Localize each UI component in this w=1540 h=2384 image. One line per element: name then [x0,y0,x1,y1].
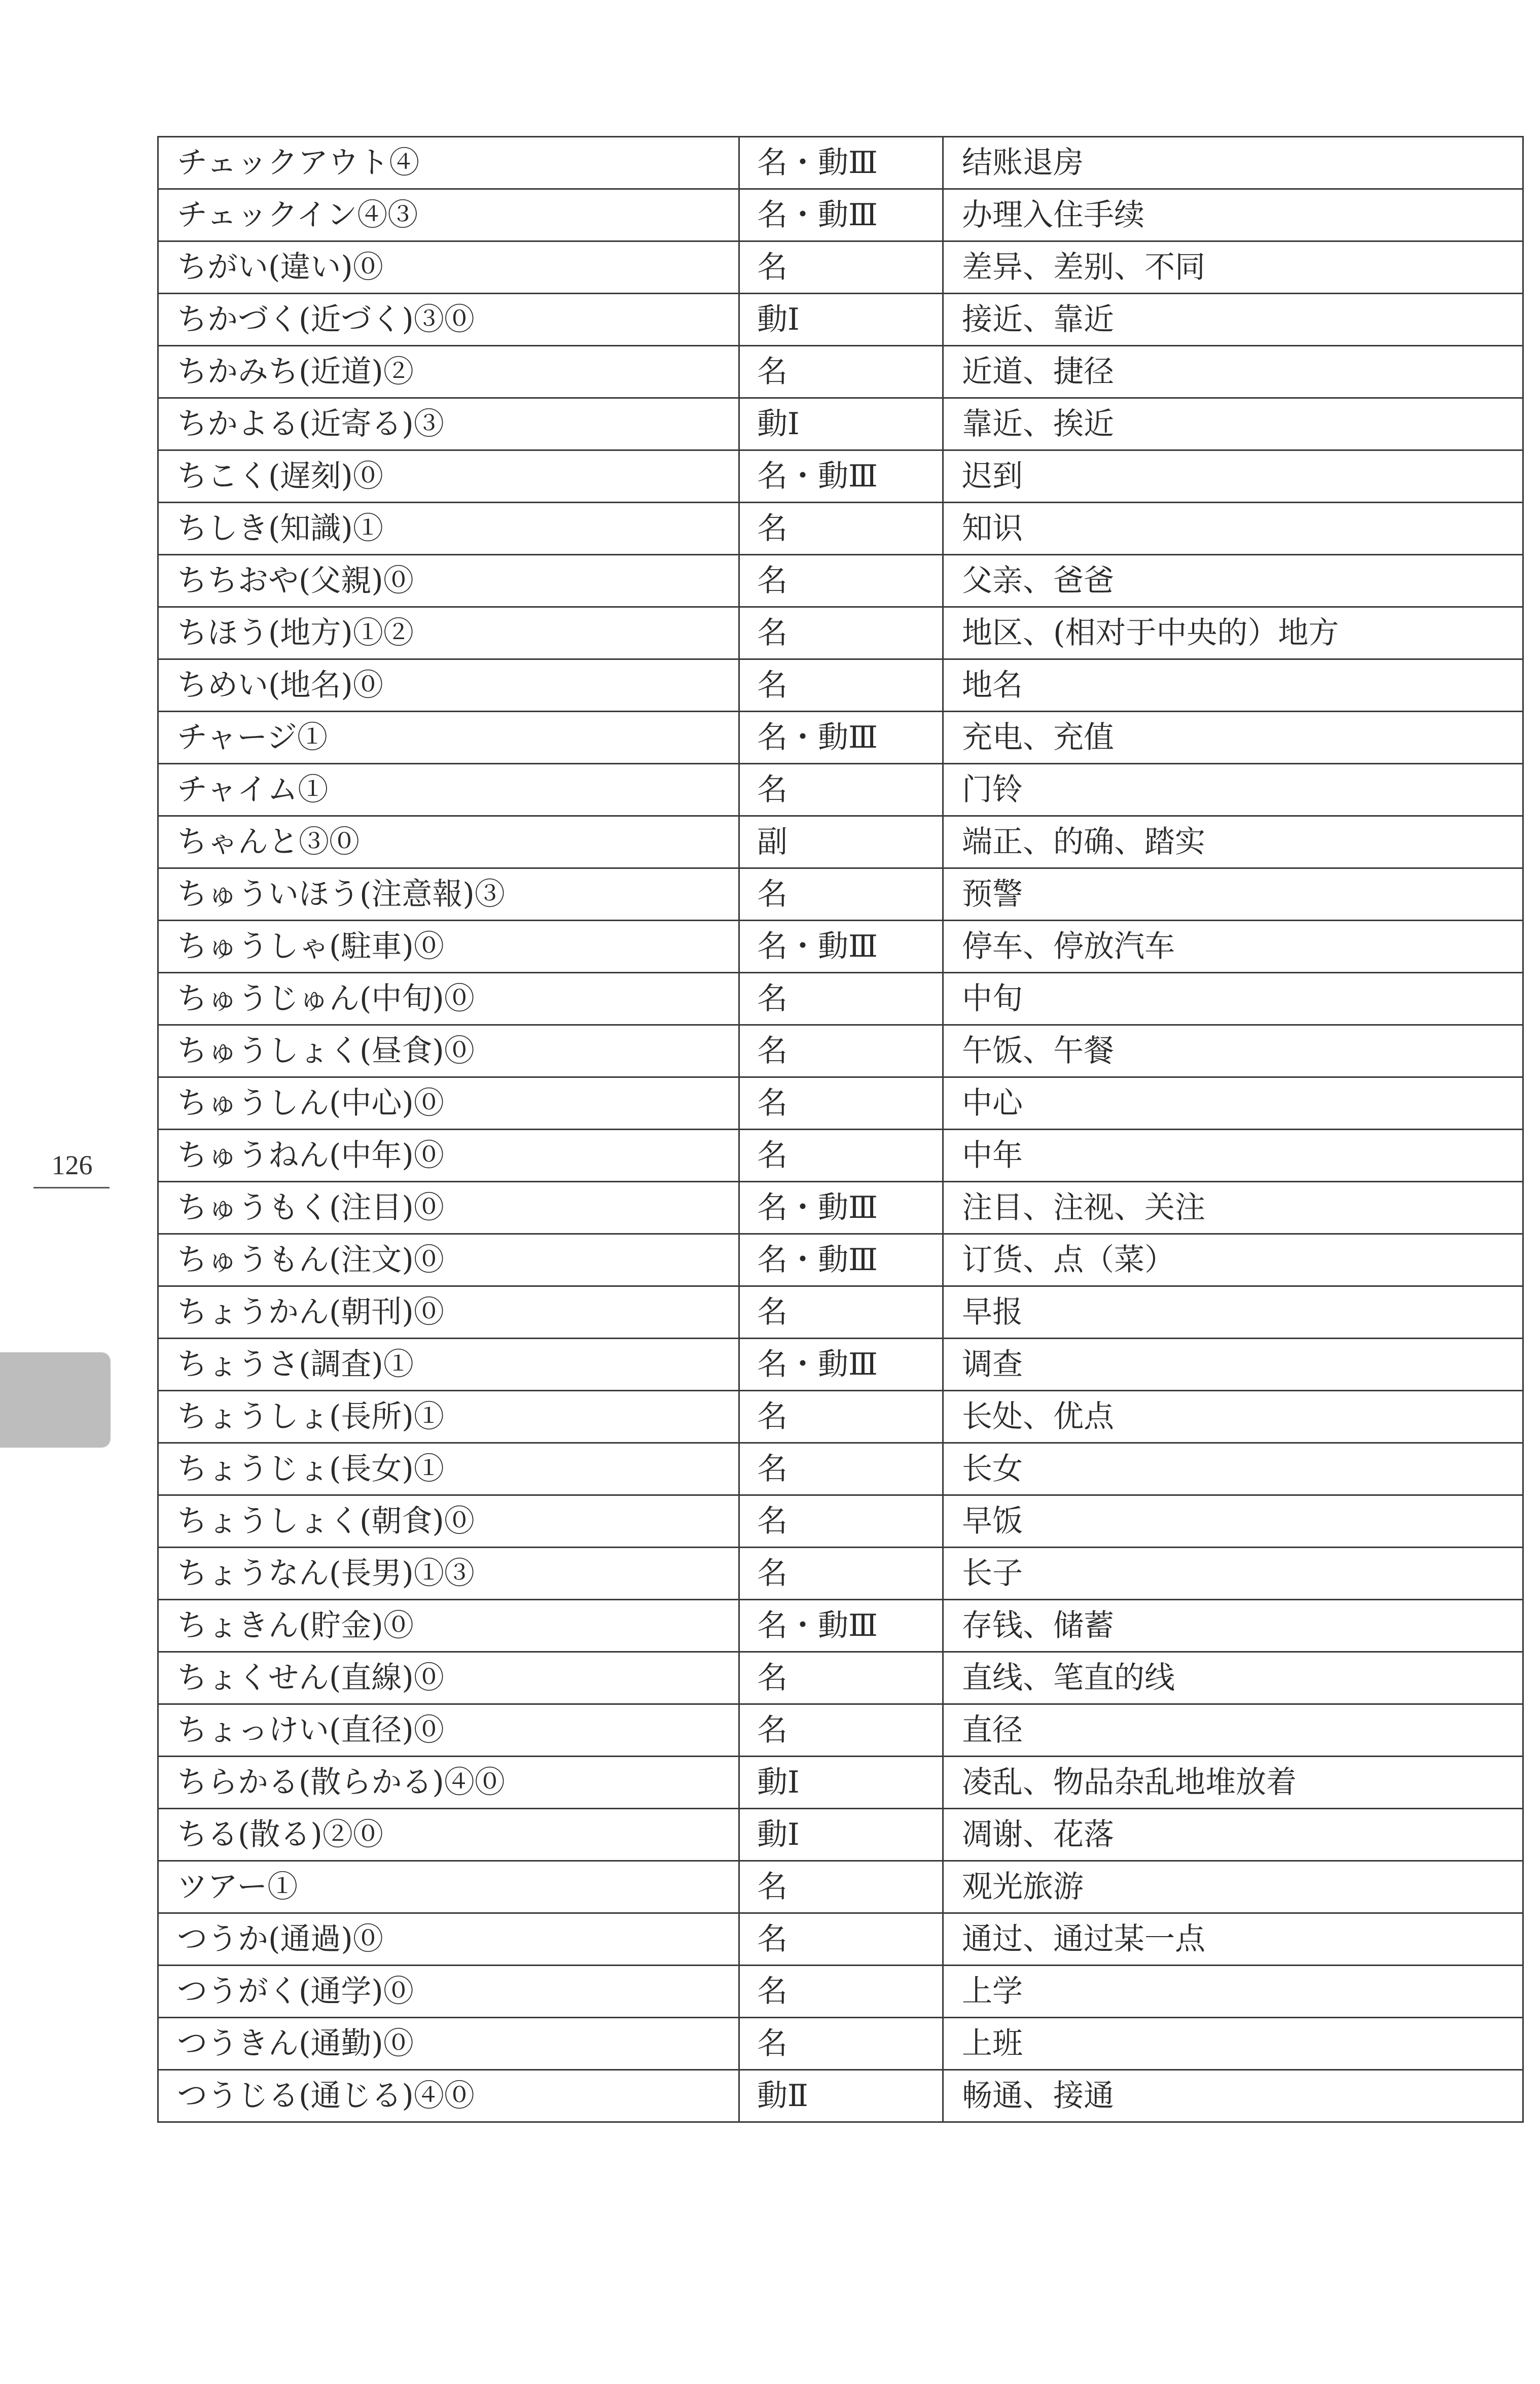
word-cell: ちゅうしん(中心)⓪ [158,1077,739,1130]
meaning-cell: 充电、充值 [943,712,1523,764]
vocabulary-table-body [158,137,1523,2122]
word-cell: チェックアウト④ [158,137,739,189]
part-of-speech-cell: 動Ⅱ [739,2070,943,2122]
meaning-cell: 直径 [943,1704,1523,1757]
meaning-cell: 直线、笔直的线 [943,1652,1523,1704]
table-row [158,1809,1523,1861]
word-cell: ちゅうねん(中年)⓪ [158,1130,739,1182]
meaning-cell: 迟到 [943,450,1523,503]
meaning-cell: 预警 [943,868,1523,921]
part-of-speech-cell: 動Ⅰ [739,1809,943,1861]
part-of-speech-cell: 名 [739,764,943,816]
table-row [158,1966,1523,2018]
word-cell: ちょっけい(直径)⓪ [158,1704,739,1757]
table-row [158,1495,1523,1548]
table-row [158,346,1523,398]
table-row [158,2018,1523,2070]
table-row [158,503,1523,555]
table-row [158,398,1523,450]
table-row [158,607,1523,659]
part-of-speech-cell: 名 [739,1077,943,1130]
table-row [158,1025,1523,1077]
meaning-cell: 靠近、挨近 [943,398,1523,450]
meaning-cell: 凌乱、物品杂乱地堆放着 [943,1757,1523,1809]
word-cell: ちほう(地方)①② [158,607,739,659]
table-row [158,764,1523,816]
table-row [158,2070,1523,2122]
table-row [158,1548,1523,1600]
word-cell: ちこく(遅刻)⓪ [158,450,739,503]
word-cell: ちゅういほう(注意報)③ [158,868,739,921]
part-of-speech-cell: 名・動Ⅲ [739,1600,943,1652]
word-cell: チェックイン④③ [158,189,739,241]
word-cell: ツアー① [158,1861,739,1913]
table-row [158,1913,1523,1966]
part-of-speech-cell: 名 [739,659,943,712]
meaning-cell: 畅通、接通 [943,2070,1523,2122]
part-of-speech-cell: 名 [739,1861,943,1913]
part-of-speech-cell: 名・動Ⅲ [739,1182,943,1234]
table-row [158,1077,1523,1130]
table-row [158,1130,1523,1182]
meaning-cell: 通过、通过某一点 [943,1913,1523,1966]
part-of-speech-cell: 名 [739,1025,943,1077]
word-cell: つうきん(通勤)⓪ [158,2018,739,2070]
word-cell: ちゅうしゃ(駐車)⓪ [158,921,739,973]
meaning-cell: 接近、靠近 [943,294,1523,346]
part-of-speech-cell: 名 [739,607,943,659]
table-row [158,1182,1523,1234]
part-of-speech-cell: 名 [739,1652,943,1704]
word-cell: ちらかる(散らかる)④⓪ [158,1757,739,1809]
table-row [158,712,1523,764]
meaning-cell: 停车、停放汽车 [943,921,1523,973]
word-cell: ちがい(違い)⓪ [158,241,739,294]
word-cell: チャージ① [158,712,739,764]
part-of-speech-cell: 名・動Ⅲ [739,450,943,503]
word-cell: ちょうさ(調査)① [158,1339,739,1391]
word-cell: ちちおや(父親)⓪ [158,555,739,607]
meaning-cell: 早饭 [943,1495,1523,1548]
table-row [158,294,1523,346]
page-number: 126 [51,1150,93,1180]
word-cell: ちかみち(近道)② [158,346,739,398]
word-cell: ちめい(地名)⓪ [158,659,739,712]
word-cell: ちゅうもん(注文)⓪ [158,1234,739,1286]
meaning-cell: 中年 [943,1130,1523,1182]
word-cell: ちょきん(貯金)⓪ [158,1600,739,1652]
meaning-cell: 中旬 [943,973,1523,1025]
part-of-speech-cell: 名・動Ⅲ [739,1234,943,1286]
word-cell: チャイム① [158,764,739,816]
part-of-speech-cell: 名 [739,1443,943,1495]
vocabulary-table [157,136,1524,2123]
meaning-cell: 门铃 [943,764,1523,816]
part-of-speech-cell: 名 [739,555,943,607]
meaning-cell: 观光旅游 [943,1861,1523,1913]
part-of-speech-cell: 名 [739,1130,943,1182]
word-cell: ちょうしょ(長所)① [158,1391,739,1443]
table-row [158,1286,1523,1339]
word-cell: ちゅうしょく(昼食)⓪ [158,1025,739,1077]
word-cell: ちょうなん(長男)①③ [158,1548,739,1600]
word-cell: ちゅうもく(注目)⓪ [158,1182,739,1234]
table-row [158,1339,1523,1391]
part-of-speech-cell: 名 [739,1548,943,1600]
table-row [158,1391,1523,1443]
meaning-cell: 近道、捷径 [943,346,1523,398]
meaning-cell: 办理入住手续 [943,189,1523,241]
part-of-speech-cell: 名 [739,346,943,398]
word-cell: ちかづく(近づく)③⓪ [158,294,739,346]
part-of-speech-cell: 名・動Ⅲ [739,1339,943,1391]
table-row [158,1861,1523,1913]
meaning-cell: 上班 [943,2018,1523,2070]
part-of-speech-cell: 名・動Ⅲ [739,189,943,241]
word-cell: ちょくせん(直線)⓪ [158,1652,739,1704]
table-row [158,973,1523,1025]
table-row [158,1443,1523,1495]
word-cell: ちかよる(近寄る)③ [158,398,739,450]
word-cell: ちゃんと③⓪ [158,816,739,868]
meaning-cell: 知识 [943,503,1523,555]
meaning-cell: 长子 [943,1548,1523,1600]
meaning-cell: 长女 [943,1443,1523,1495]
part-of-speech-cell: 名 [739,1495,943,1548]
part-of-speech-cell: 名・動Ⅲ [739,921,943,973]
meaning-cell: 地名 [943,659,1523,712]
meaning-cell: 端正、的确、踏实 [943,816,1523,868]
word-cell: つうか(通過)⓪ [158,1913,739,1966]
part-of-speech-cell: 名 [739,241,943,294]
word-cell: つうがく(通学)⓪ [158,1966,739,2018]
table-row [158,816,1523,868]
table-row [158,1652,1523,1704]
part-of-speech-cell: 名 [739,2018,943,2070]
part-of-speech-cell: 名 [739,503,943,555]
meaning-cell: 午饭、午餐 [943,1025,1523,1077]
part-of-speech-cell: 名 [739,1391,943,1443]
word-cell: ちしき(知識)① [158,503,739,555]
word-cell: ちゅうじゅん(中旬)⓪ [158,973,739,1025]
word-cell: ちる(散る)②⓪ [158,1809,739,1861]
table-row [158,659,1523,712]
part-of-speech-cell: 副 [739,816,943,868]
part-of-speech-cell: 名 [739,1913,943,1966]
meaning-cell: 调查 [943,1339,1523,1391]
meaning-cell: 上学 [943,1966,1523,2018]
part-of-speech-cell: 名 [739,868,943,921]
table-row [158,450,1523,503]
word-cell: つうじる(通じる)④⓪ [158,2070,739,2122]
meaning-cell: 订货、点（菜） [943,1234,1523,1286]
part-of-speech-cell: 名 [739,1966,943,2018]
table-row [158,1757,1523,1809]
table-row [158,1600,1523,1652]
part-of-speech-cell: 名・動Ⅲ [739,712,943,764]
table-row [158,1704,1523,1757]
part-of-speech-cell: 動Ⅰ [739,294,943,346]
meaning-cell: 注目、注视、关注 [943,1182,1523,1234]
table-row [158,241,1523,294]
side-tab [0,1352,111,1448]
table-row [158,189,1523,241]
meaning-cell: 早报 [943,1286,1523,1339]
word-cell: ちょうしょく(朝食)⓪ [158,1495,739,1548]
meaning-cell: 差异、差别、不同 [943,241,1523,294]
table-row [158,555,1523,607]
meaning-cell: 父亲、爸爸 [943,555,1523,607]
meaning-cell: 存钱、储蓄 [943,1600,1523,1652]
meaning-cell: 长处、优点 [943,1391,1523,1443]
meaning-cell: 结账退房 [943,137,1523,189]
page-number-rule [33,1187,110,1188]
part-of-speech-cell: 名 [739,1286,943,1339]
meaning-cell: 地区、(相对于中央的）地方 [943,607,1523,659]
table-row [158,1234,1523,1286]
meaning-cell: 中心 [943,1077,1523,1130]
table-row [158,921,1523,973]
word-cell: ちょうじょ(長女)① [158,1443,739,1495]
part-of-speech-cell: 名 [739,1704,943,1757]
part-of-speech-cell: 動Ⅰ [739,398,943,450]
table-row [158,137,1523,189]
word-cell: ちょうかん(朝刊)⓪ [158,1286,739,1339]
table-row [158,868,1523,921]
part-of-speech-cell: 名 [739,973,943,1025]
part-of-speech-cell: 名・動Ⅲ [739,137,943,189]
meaning-cell: 凋谢、花落 [943,1809,1523,1861]
part-of-speech-cell: 動Ⅰ [739,1757,943,1809]
